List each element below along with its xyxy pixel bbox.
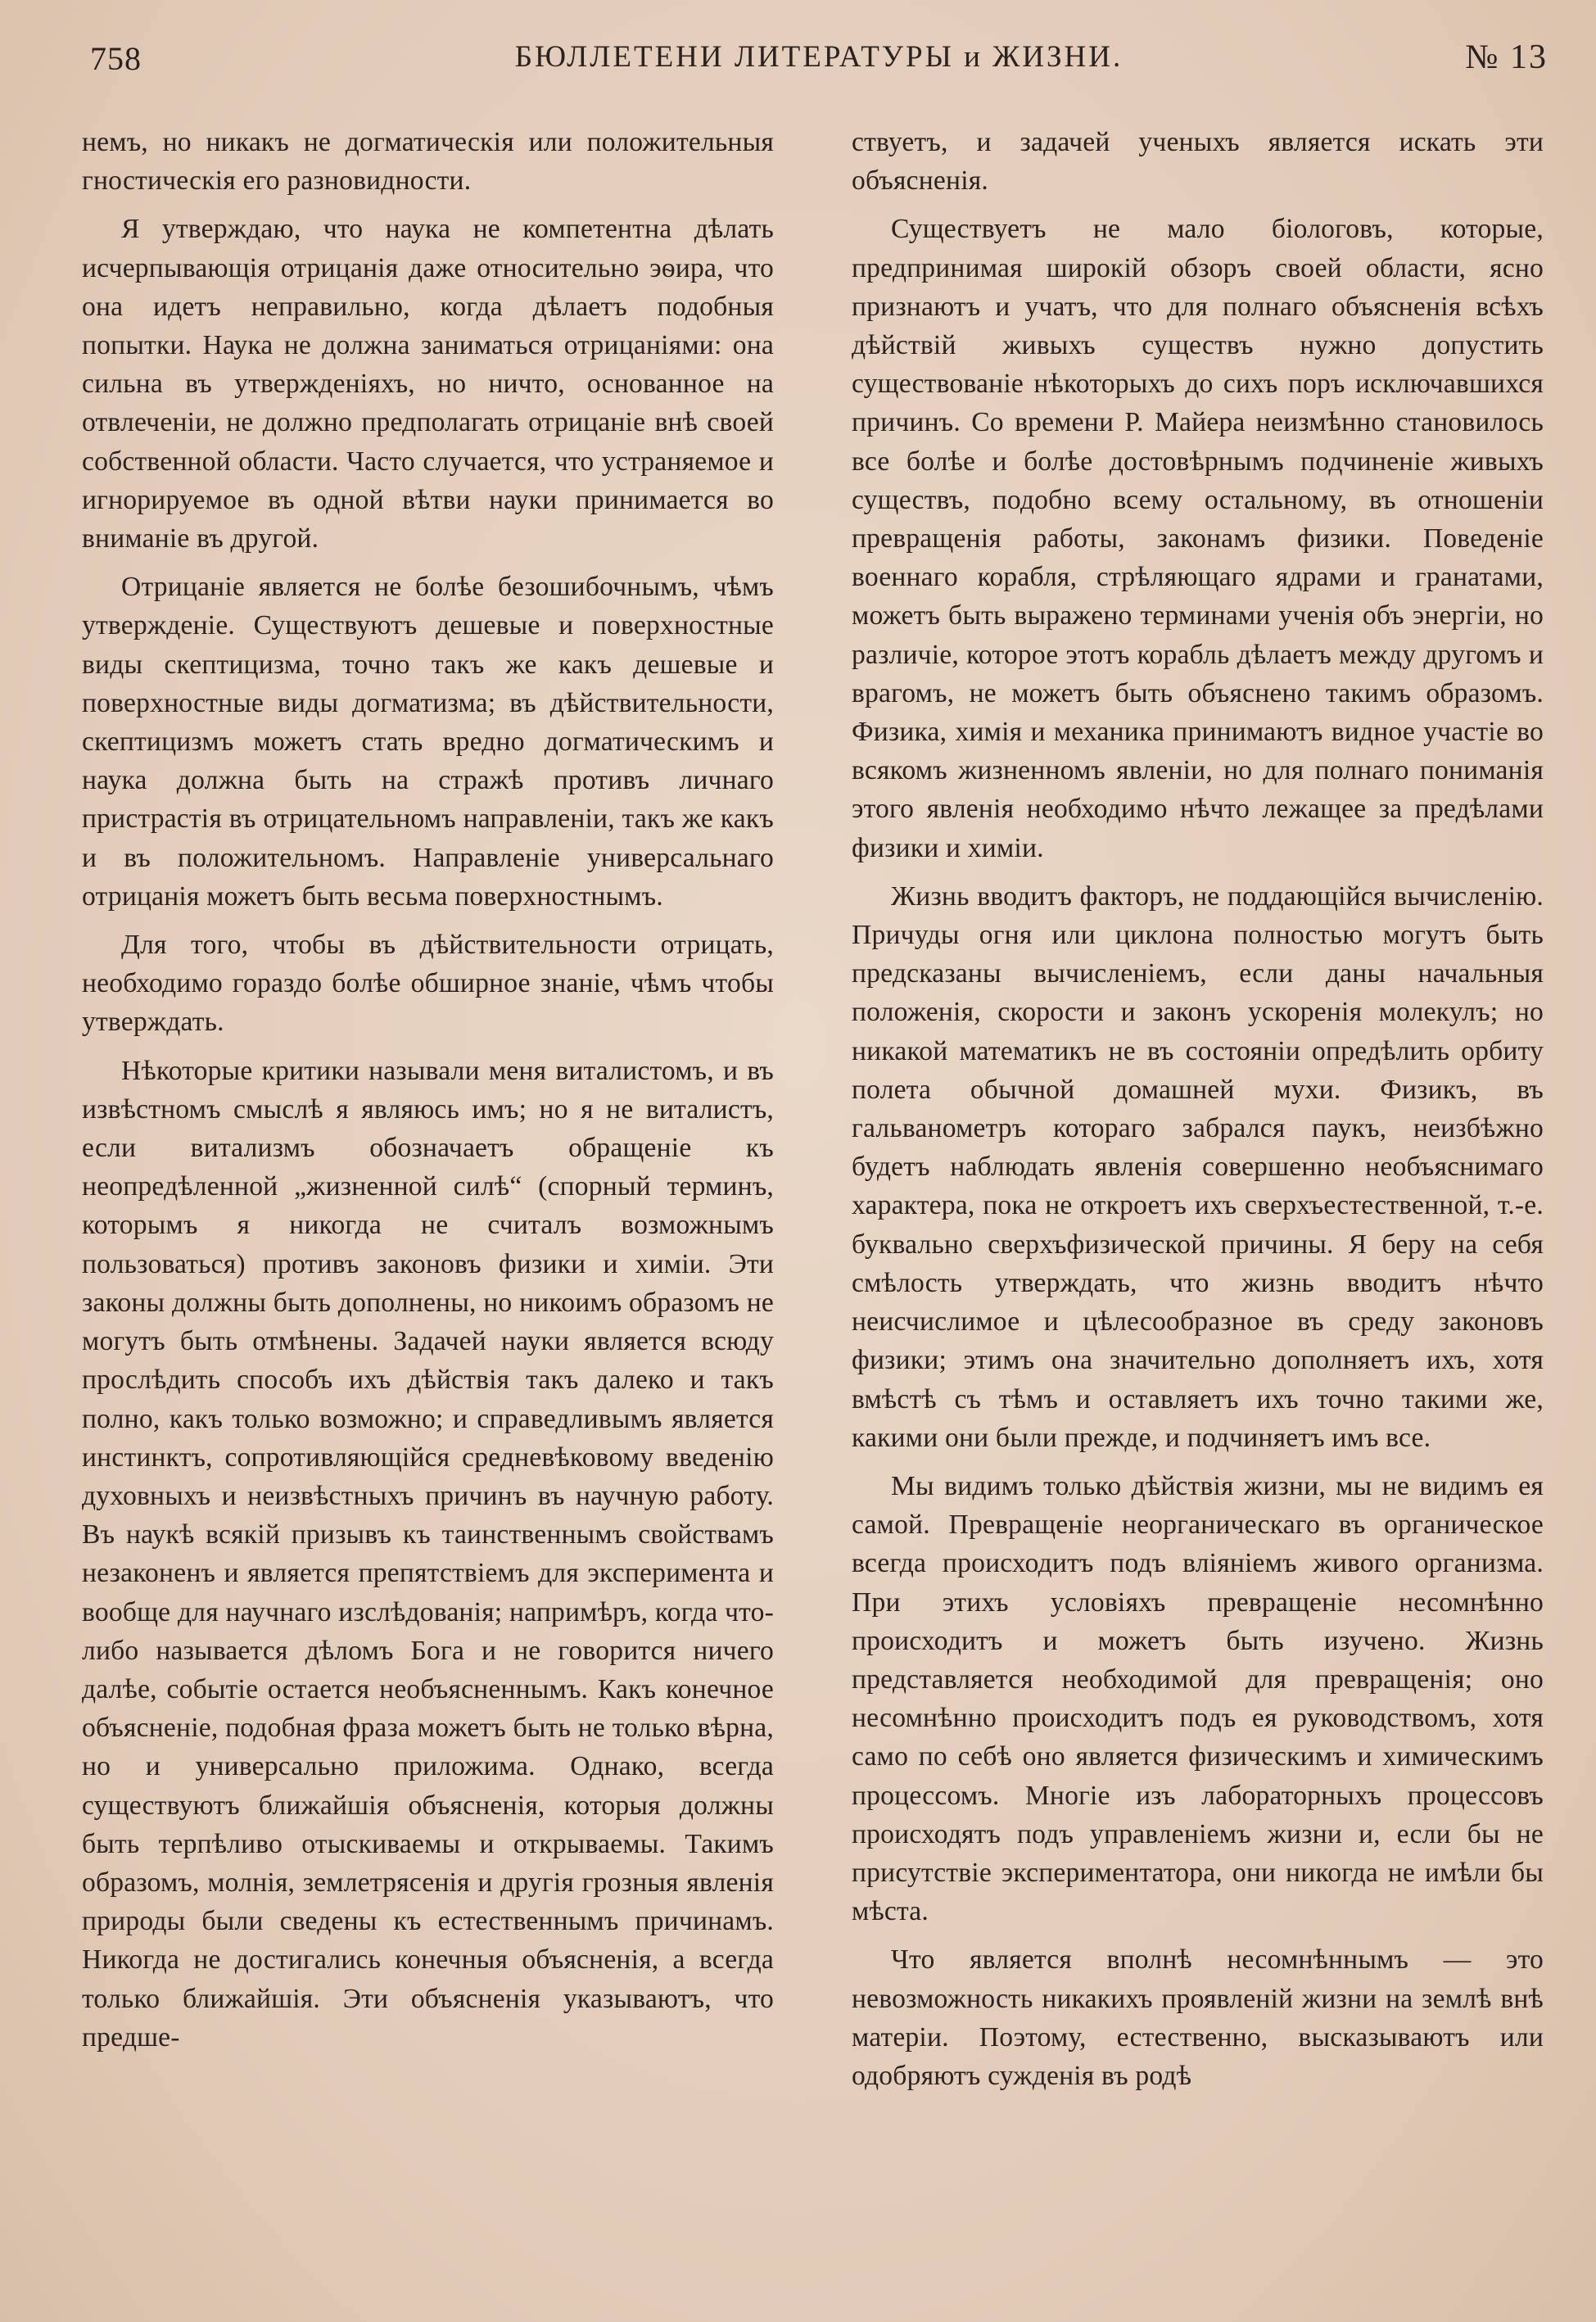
paragraph: ствуетъ, и задачей ученыхъ является искать эти объясненія. <box>852 127 1544 197</box>
paragraph: Я утверждаю, что наука не компетентна дѣлать исчерпывающія отрицанія даже относительно эѳира, что она идетъ неправильно, когда дѣлаетъ подобныя попытки. Наука не должна заниматься отрицаніями: она сильна въ утвержденіяхъ, но ничто, основанное на отвлеченіи, не должно предполагать отрицаніе внѣ своей собственной области. Часто случается, что устраняемое и игнорируемое въ одной вѣтви науки принимается во вниманіе въ другой. <box>82 214 774 554</box>
running-title: БЮЛЛЕТЕНИ ЛИТЕРАТУРЫ и ЖИЗНИ. <box>514 40 1124 74</box>
paragraph: Нѣкоторые критики называли меня виталистомъ, и въ извѣстномъ смыслѣ я являюсь имъ; но я не виталистъ, если витализмъ обозначаетъ обращеніе къ неопредѣленной „жизненной силѣ“ (спорный терминъ, которымъ я никогда не считалъ возможнымъ пользоваться) противъ законовъ физики и химіи. Эти законы должны быть дополнены, но никоимъ образомъ не могутъ быть отмѣнены. Задачей науки является всюду прослѣдить способъ ихъ дѣйствія такъ далеко и такъ полно, какъ только возможно; и справедливымъ является инстинктъ, сопротивляющійся средневѣковому введенію духовныхъ и неизвѣстныхъ причинъ въ научную работу. Въ наукѣ всякій призывъ къ таинственнымъ свойствамъ незаконенъ и является препятствіемъ для эксперимента и вообще для научнаго изслѣдованія; напримѣръ, когда что-либо называется дѣломъ Бога и не говорится ничего далѣе, событіе остается необъясненнымъ. Какъ конечное объясненіе, подобная фраза можетъ быть не только вѣрна, но и универсально приложима. Однако, всегда существуютъ ближайшія объясненія, которыя должны быть терпѣливо отыскиваемы и открываемы. Такимъ образомъ, молнія, землетрясенія и другія грозныя явленія природы были сведены къ естественнымъ причинамъ. Никогда не достигались конечныя объясненія, а всегда только ближайшія. Эти объясненія указываютъ, что предше- <box>82 1055 774 2053</box>
right-column <box>852 123 1544 2297</box>
paragraph: Существуетъ не мало біологовъ, которые, предпринимая широкій обзоръ своей области, ясно признаютъ и учатъ, что для полнаго объясненія всѣхъ дѣйствій живыхъ существъ нужно допустить существованіе нѣкоторыхъ до сихъ поръ исключавшихся причинъ. Со времени Р. Майера неизмѣнно становилось все болѣе и болѣе достовѣрнымъ подчиненіе живыхъ существъ, подобно всему остальному, въ отношеніи превращенія работы, законамъ физики. Поведеніе военнаго корабля, стрѣляющаго ядрами и гранатами, можетъ быть выражено терминами ученія объ энергіи, но различіе, которое этотъ корабль дѣлаетъ между другомъ и врагомъ, не можетъ быть объяснено такимъ образомъ. Физика, химія и механика принимаютъ видное участіе во всякомъ жизненномъ явленіи, но для полнаго пониманія этого явленія необходимо нѣчто лежащее за предѣлами физики и химіи. <box>852 214 1544 863</box>
paragraph: Что является вполнѣ несомнѣннымъ — это невозможность никакихъ проявленій жизни на землѣ внѣ матеріи. Поэтому, естественно, высказываютъ или одобряютъ сужденія въ родѣ <box>852 1944 1544 2091</box>
paragraph: Отрицаніе является не болѣе безошибочнымъ, чѣмъ утвержденіе. Существуютъ дешевые и поверхностные виды скептицизма, точно такъ же какъ дешевые и поверхностные виды догматизма; въ дѣйствительности, скептицизмъ можетъ стать вредно догматическимъ и наука должна быть на стражѣ противъ личнаго пристрастія въ отрицательномъ направленіи, такъ же какъ и въ положительномъ. Направленіе универсальнаго отрицанія можетъ быть весьма поверхностнымъ. <box>82 572 774 912</box>
running-header <box>90 34 1548 84</box>
left-column <box>82 123 774 2297</box>
paragraph: Жизнь вводитъ факторъ, не поддающійся вычисленію. Причуды огня или циклона полностью могутъ быть предсказаны вычисленіемъ, если даны начальныя положенія, скорости и законъ ускоренія молекулъ; но никакой математикъ не въ состояніи опредѣлить орбиту полета обычной домашней мухи. Физикъ, въ гальванометръ котораго забрался паукъ, неизбѣжно будетъ наблюдать явленія совершенно необъяснимаго характера, пока не откроетъ ихъ сверхъестественной, т.-е. буквально сверхъфизической причины. Я беру на себя смѣлость утверждать, что жизнь вводитъ нѣчто неисчислимое и цѣлесообразное въ среду законовъ физики; этимъ она значительно дополняетъ ихъ, хотя вмѣстѣ съ тѣмъ и оставляетъ ихъ точно такими же, какими они были прежде, и подчиняетъ имъ все. <box>852 880 1544 1453</box>
issue-number: № 13 <box>1465 38 1548 76</box>
paragraph: немъ, но никакъ не догматическія или положительныя гностическія его разновидности. <box>82 127 774 197</box>
paragraph: Для того, чтобы въ дѣйствительности отрицать, необходимо гораздо болѣе обширное знаніе, чѣмъ чтобы утверждать. <box>82 930 774 1038</box>
page-number: 758 <box>90 40 142 77</box>
paragraph: Мы видимъ только дѣйствія жизни, мы не видимъ ея самой. Превращеніе неорганическаго въ органическое всегда происходитъ подъ вліяніемъ живого организма. При этихъ условіяхъ превращеніе несомнѣнно происходитъ и можетъ быть изучено. Жизнь представляется необходимой для превращенія; оно несомнѣнно происходитъ подъ ея руководствомъ, хотя само по себѣ оно является физическимъ и химическимъ процессомъ. Многіе изъ лабораторныхъ процессовъ происходятъ подъ управленіемъ жизни и, если бы не присутствіе экспериментатора, они никогда не имѣли бы мѣста. <box>852 1470 1544 1927</box>
